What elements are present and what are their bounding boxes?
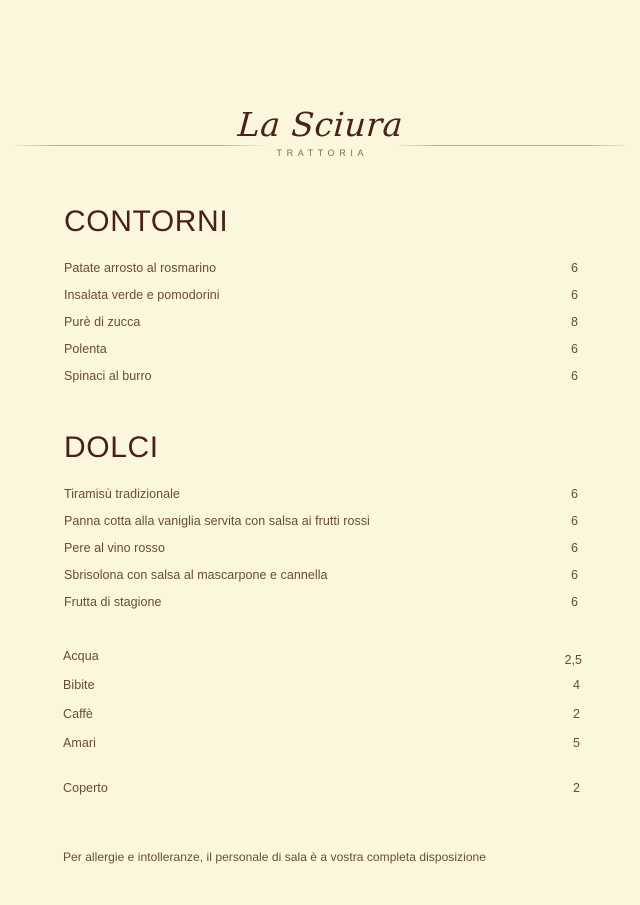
menu-item-name: Sbrisolona con salsa al mascarpone e cannella [64, 568, 328, 582]
menu-item-price: 6 [571, 288, 578, 302]
drink-name: Caffè [63, 707, 93, 721]
menu-item-name: Panna cotta alla vaniglia servita con salsa ai frutti rossi [64, 514, 370, 528]
menu-header [0, 0, 640, 185]
section-heading: DOLCI [64, 431, 159, 464]
menu-section-dolci [0, 396, 640, 622]
menu-item-price: 6 [571, 487, 578, 501]
restaurant-logo [0, 105, 640, 158]
service-charge-price: 2 [573, 781, 580, 795]
section-heading: CONTORNI [64, 205, 229, 238]
drink-price: 4 [573, 678, 580, 692]
menu-item-name: Polenta [64, 342, 107, 356]
menu-item-row [0, 514, 640, 541]
menu-item-price: 6 [571, 261, 578, 275]
logo-subtitle: TRATTORIA [276, 148, 369, 158]
menu-item-price: 6 [571, 342, 578, 356]
menu-item-price: 6 [571, 541, 578, 555]
menu-item-name: Patate arrosto al rosmarino [64, 261, 217, 275]
logo-wordmark: La Sciura [236, 105, 404, 144]
service-charge-row [0, 781, 640, 808]
menu-item-row [0, 487, 640, 514]
menu-section-contorni [0, 185, 640, 396]
drink-row [0, 678, 640, 707]
menu-item-row [0, 261, 640, 288]
drink-name: Amari [63, 736, 96, 750]
menu-item-price: 6 [571, 514, 578, 528]
drink-row [0, 707, 640, 736]
menu-item-name: Insalata verde e pomodorini [64, 288, 220, 302]
menu-item-price: 6 [571, 595, 578, 609]
menu-item-row [0, 595, 640, 622]
menu-item-list [0, 261, 640, 396]
menu-item-price: 6 [571, 568, 578, 582]
menu-item-row [0, 342, 640, 369]
menu-item-row [0, 568, 640, 595]
allergen-note: Per allergie e intolleranze, il personale di sala è a vostra completa disposizione [63, 850, 486, 864]
drink-name: Bibite [63, 678, 95, 692]
drink-row [0, 649, 640, 678]
menu-item-row [0, 541, 640, 568]
menu-item-name: Purè di zucca [64, 315, 141, 329]
drink-row [0, 736, 640, 765]
menu-item-list [0, 487, 640, 622]
menu-item-price: 8 [571, 315, 578, 329]
menu-content [0, 185, 640, 864]
menu-item-row [0, 315, 640, 342]
menu-item-name: Frutta di stagione [64, 595, 162, 609]
menu-item-price: 6 [571, 369, 578, 383]
menu-item-row [0, 369, 640, 396]
drink-price: 2,5 [564, 653, 582, 667]
drink-price: 5 [573, 736, 580, 750]
menu-item-row [0, 288, 640, 315]
service-charge-name: Coperto [63, 781, 108, 795]
menu-item-name: Tiramisù tradizionale [64, 487, 180, 501]
service-charge-list [0, 781, 640, 808]
menu-item-name: Pere al vino rosso [64, 541, 165, 555]
menu-item-name: Spinaci al burro [64, 369, 152, 383]
drinks-list [0, 649, 640, 765]
drink-price: 2 [573, 707, 580, 721]
drink-name: Acqua [63, 649, 99, 663]
